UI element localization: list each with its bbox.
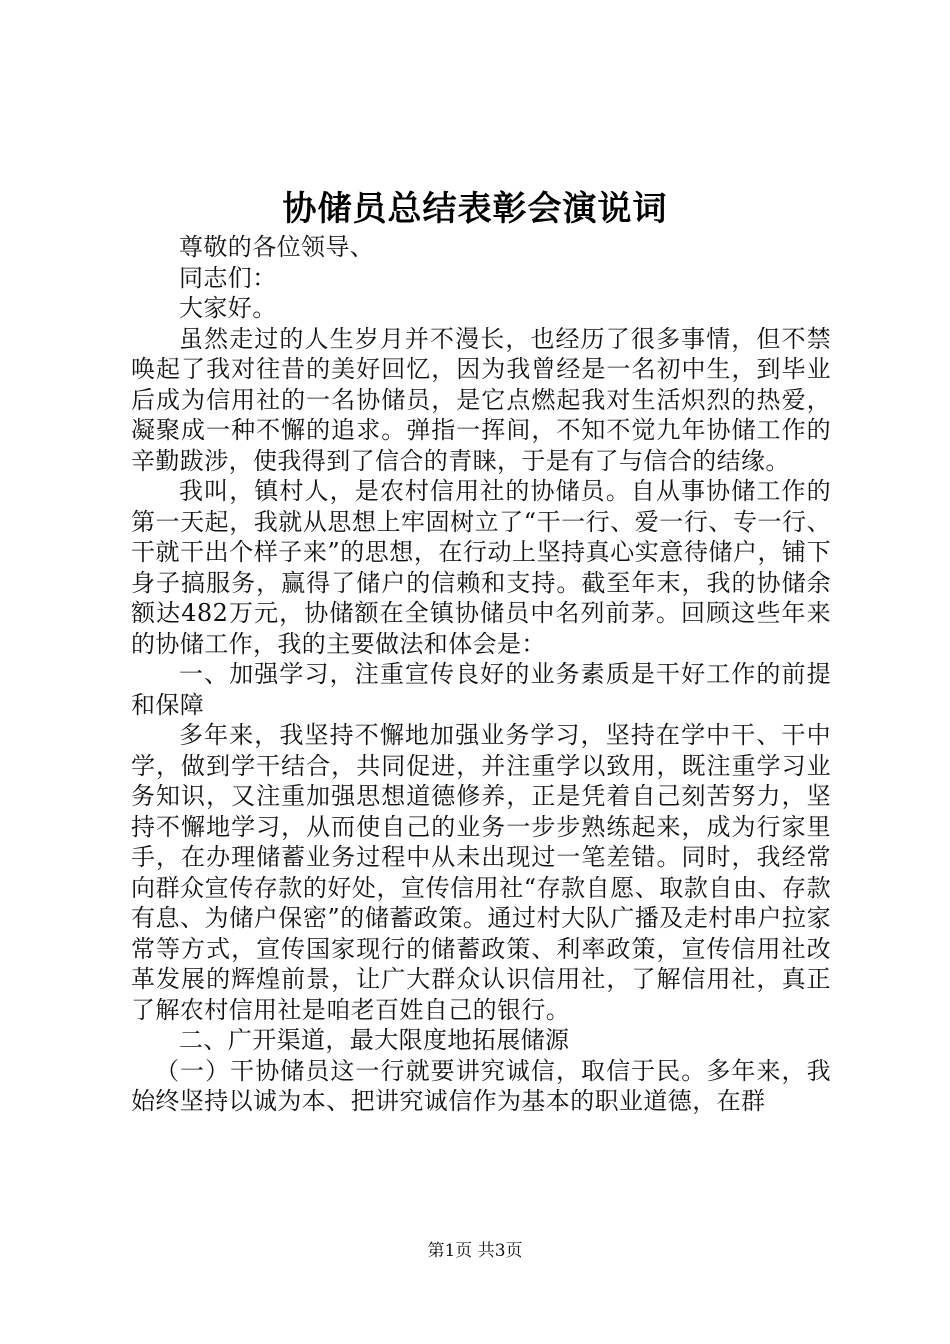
section-heading-2: 二、广开渠道，最大限度地拓展储源 [179,1026,570,1054]
document-title: 协储员总结表彰会演说词 [282,189,668,229]
paragraph-intro: 虽然走过的人生岁月并不漫长，也经历了很多事情，但不禁唤起了我对往昔的美好回忆，因为我曾经是一名初中生，到毕业后成为信用社的一名协储员，是它点燃起我对生活炽烈的热爱，凝聚成一种不懈的追求。弹指一挥间，不知不觉九年协储工作的辛勤跋涉，使我得到了信合的青睐，于是有了与信合的结缘。 [131,324,831,475]
greeting: 大家好。 [179,294,277,322]
paragraph-self-introduction: 我叫，镇村人，是农村信用社的协储员。自从事协储工作的第一天起，我就从思想上牢固树立了“干一行、爱一行、专一行、干就干出个样子来”的思想，在行动上坚持真心实意待储户，铺下身子搞服务，赢得了储户的信赖和支持。截至年末，我的协储余额达482万元，协储额在全镇协储员中名列前茅。回顾这些年来的协储工作，我的主要做法和体会是： [131,477,831,658]
page-footer: 第1页 共3页 [427,1241,523,1261]
paragraph-integrity: （一）干协储员这一行就要讲究诚信，取信于民。多年来，我始终坚持以诚为本、把讲究诚信作为基本的职业道德，在群 [131,1056,831,1115]
salutation-leaders: 尊敬的各位领导、 [179,233,375,261]
section-heading-1: 一、加强学习，注重宣传良好的业务素质是干好工作的前提和保障 [131,660,831,719]
paragraph-study: 多年来，我坚持不懈地加强业务学习，坚持在学中干、干中学，做到学干结合，共同促进，并注重学以致用，既注重学习业务知识，又注重加强思想道德修养，正是凭着自己刻苦努力，坚持不懈地学习，从而使自己的业务一步步熟练起来，成为行家里手，在办理储蓄业务过程中从未出现过一笔差错。同时，我经常向群众宣传存款的好处，宣传信用社“存款自愿、取款自由、存款有息、为储户保密”的储蓄政策。通过村大队广播及走村串户拉家常等方式，宣传国家现行的储蓄政策、利率政策，宣传信用社改革发展的辉煌前景，让广大群众认识信用社，了解信用社，真正了解农村信用社是咱老百姓自己的银行。 [131,721,831,1024]
salutation-comrades: 同志们： [179,263,277,292]
document-body [131,232,831,1117]
